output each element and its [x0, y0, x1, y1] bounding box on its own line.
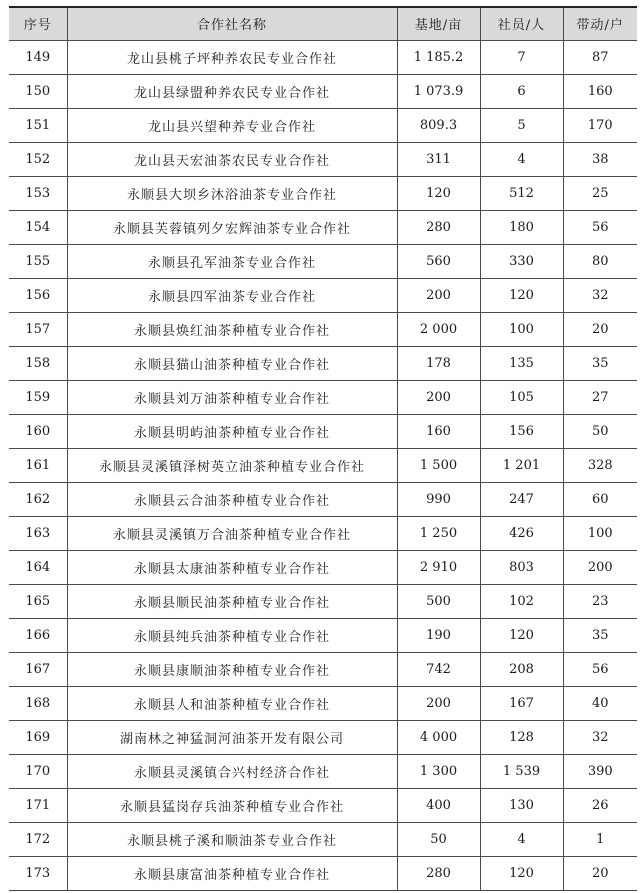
cell-members: 100 [480, 312, 563, 346]
header-members: 社员/人 [480, 7, 563, 40]
cell-households: 32 [563, 278, 637, 312]
cell-index: 151 [9, 108, 67, 142]
cell-cooperative-name: 永顺县云合油茶种植专业合作社 [67, 482, 397, 516]
cell-members: 330 [480, 244, 563, 278]
cell-cooperative-name: 永顺县灵溪镇合兴村经济合作社 [67, 754, 397, 788]
cell-base-area: 280 [397, 210, 480, 244]
cell-members: 167 [480, 686, 563, 720]
cell-households: 25 [563, 176, 637, 210]
cell-base-area: 1 073.9 [397, 74, 480, 108]
cell-members: 247 [480, 482, 563, 516]
cell-households: 40 [563, 686, 637, 720]
cell-index: 155 [9, 244, 67, 278]
table-row [9, 244, 637, 278]
cell-base-area: 1 185.2 [397, 40, 480, 74]
cell-households: 20 [563, 856, 637, 890]
cell-members: 4 [480, 822, 563, 856]
cell-members: 4 [480, 142, 563, 176]
cell-cooperative-name: 永顺县孔军油茶专业合作社 [67, 244, 397, 278]
cooperative-table-container [9, 6, 637, 891]
cell-cooperative-name: 永顺县灵溪镇泽树英立油茶种植专业合作社 [67, 448, 397, 482]
cell-cooperative-name: 湖南林之神猛洞河油茶开发有限公司 [67, 720, 397, 754]
table-row [9, 312, 637, 346]
table-row [9, 686, 637, 720]
cell-members: 7 [480, 40, 563, 74]
cell-cooperative-name: 永顺县猫山油茶种植专业合作社 [67, 346, 397, 380]
table-header-row [9, 7, 637, 40]
cell-members: 156 [480, 414, 563, 448]
cell-households: 160 [563, 74, 637, 108]
cell-index: 162 [9, 482, 67, 516]
cell-base-area: 500 [397, 584, 480, 618]
header-cooperative-name: 合作社名称 [67, 7, 397, 40]
cell-cooperative-name: 永顺县焕红油茶种植专业合作社 [67, 312, 397, 346]
cell-members: 426 [480, 516, 563, 550]
cell-base-area: 400 [397, 788, 480, 822]
cell-index: 160 [9, 414, 67, 448]
table-row [9, 482, 637, 516]
table-row [9, 40, 637, 74]
table-row [9, 652, 637, 686]
cell-index: 173 [9, 856, 67, 890]
cell-members: 208 [480, 652, 563, 686]
cell-members: 120 [480, 618, 563, 652]
cell-cooperative-name: 永顺县灵溪镇万合油茶种植专业合作社 [67, 516, 397, 550]
header-households: 带动/户 [563, 7, 637, 40]
table-row [9, 856, 637, 890]
cell-households: 35 [563, 346, 637, 380]
cell-members: 102 [480, 584, 563, 618]
table-row [9, 142, 637, 176]
cell-base-area: 311 [397, 142, 480, 176]
cell-index: 152 [9, 142, 67, 176]
cell-index: 149 [9, 40, 67, 74]
table-row [9, 618, 637, 652]
cell-base-area: 1 300 [397, 754, 480, 788]
cell-base-area: 120 [397, 176, 480, 210]
cell-cooperative-name: 永顺县明屿油茶种植专业合作社 [67, 414, 397, 448]
cell-base-area: 190 [397, 618, 480, 652]
cell-cooperative-name: 永顺县桃子溪和顺油茶专业合作社 [67, 822, 397, 856]
cell-index: 154 [9, 210, 67, 244]
cell-members: 130 [480, 788, 563, 822]
cell-members: 105 [480, 380, 563, 414]
cell-cooperative-name: 龙山县兴望种养专业合作社 [67, 108, 397, 142]
cell-index: 153 [9, 176, 67, 210]
cell-cooperative-name: 永顺县人和油茶种植专业合作社 [67, 686, 397, 720]
table-row [9, 516, 637, 550]
cell-index: 166 [9, 618, 67, 652]
cell-index: 169 [9, 720, 67, 754]
cell-index: 157 [9, 312, 67, 346]
cell-index: 170 [9, 754, 67, 788]
table-row [9, 210, 637, 244]
cell-base-area: 809.3 [397, 108, 480, 142]
table-row [9, 74, 637, 108]
table-row [9, 822, 637, 856]
cell-index: 167 [9, 652, 67, 686]
table-row [9, 550, 637, 584]
cell-members: 120 [480, 278, 563, 312]
cell-households: 35 [563, 618, 637, 652]
cell-index: 156 [9, 278, 67, 312]
cell-base-area: 1 500 [397, 448, 480, 482]
cell-households: 170 [563, 108, 637, 142]
cell-cooperative-name: 永顺县四军油茶专业合作社 [67, 278, 397, 312]
cell-base-area: 50 [397, 822, 480, 856]
cell-cooperative-name: 永顺县芙蓉镇列夕宏辉油茶专业合作社 [67, 210, 397, 244]
cell-base-area: 2 910 [397, 550, 480, 584]
table-row [9, 448, 637, 482]
cell-index: 158 [9, 346, 67, 380]
cell-households: 328 [563, 448, 637, 482]
cell-households: 87 [563, 40, 637, 74]
cell-households: 20 [563, 312, 637, 346]
cell-households: 23 [563, 584, 637, 618]
cell-households: 60 [563, 482, 637, 516]
cell-households: 26 [563, 788, 637, 822]
cell-index: 163 [9, 516, 67, 550]
cell-members: 180 [480, 210, 563, 244]
cell-households: 200 [563, 550, 637, 584]
table-row [9, 414, 637, 448]
cell-index: 171 [9, 788, 67, 822]
cell-households: 1 [563, 822, 637, 856]
cell-households: 80 [563, 244, 637, 278]
cell-cooperative-name: 永顺县康富油茶种植专业合作社 [67, 856, 397, 890]
cell-base-area: 160 [397, 414, 480, 448]
cell-households: 100 [563, 516, 637, 550]
table-row [9, 278, 637, 312]
cell-members: 512 [480, 176, 563, 210]
cell-base-area: 178 [397, 346, 480, 380]
header-base-area: 基地/亩 [397, 7, 480, 40]
table-row [9, 346, 637, 380]
cell-base-area: 4 000 [397, 720, 480, 754]
cell-base-area: 742 [397, 652, 480, 686]
cooperative-table [9, 6, 637, 891]
cell-cooperative-name: 龙山县绿盟种养农民专业合作社 [67, 74, 397, 108]
cell-index: 172 [9, 822, 67, 856]
cell-members: 1 201 [480, 448, 563, 482]
cell-households: 32 [563, 720, 637, 754]
cell-base-area: 200 [397, 686, 480, 720]
table-row [9, 720, 637, 754]
cell-base-area: 2 000 [397, 312, 480, 346]
cell-cooperative-name: 永顺县大坝乡沐浴油茶专业合作社 [67, 176, 397, 210]
cell-index: 164 [9, 550, 67, 584]
cell-members: 135 [480, 346, 563, 380]
table-row [9, 584, 637, 618]
cell-base-area: 200 [397, 278, 480, 312]
cell-members: 803 [480, 550, 563, 584]
table-row [9, 108, 637, 142]
cell-cooperative-name: 永顺县顺民油茶种植专业合作社 [67, 584, 397, 618]
header-index: 序号 [9, 7, 67, 40]
cell-cooperative-name: 永顺县康顺油茶种植专业合作社 [67, 652, 397, 686]
cell-index: 150 [9, 74, 67, 108]
cell-cooperative-name: 永顺县刘万油茶种植专业合作社 [67, 380, 397, 414]
table-row [9, 176, 637, 210]
cell-base-area: 560 [397, 244, 480, 278]
table-row [9, 754, 637, 788]
cell-cooperative-name: 龙山县天宏油茶农民专业合作社 [67, 142, 397, 176]
cell-households: 38 [563, 142, 637, 176]
table-body [9, 40, 637, 890]
cell-households: 56 [563, 210, 637, 244]
table-row [9, 380, 637, 414]
cell-base-area: 280 [397, 856, 480, 890]
cell-base-area: 990 [397, 482, 480, 516]
cell-index: 168 [9, 686, 67, 720]
cell-households: 390 [563, 754, 637, 788]
cell-households: 50 [563, 414, 637, 448]
cell-index: 165 [9, 584, 67, 618]
cell-members: 6 [480, 74, 563, 108]
cell-members: 120 [480, 856, 563, 890]
cell-base-area: 200 [397, 380, 480, 414]
cell-members: 1 539 [480, 754, 563, 788]
cell-index: 161 [9, 448, 67, 482]
cell-members: 128 [480, 720, 563, 754]
cell-cooperative-name: 永顺县纯兵油茶种植专业合作社 [67, 618, 397, 652]
cell-members: 5 [480, 108, 563, 142]
cell-base-area: 1 250 [397, 516, 480, 550]
cell-cooperative-name: 永顺县猛岗存兵油茶种植专业合作社 [67, 788, 397, 822]
cell-cooperative-name: 永顺县太康油茶种植专业合作社 [67, 550, 397, 584]
cell-households: 56 [563, 652, 637, 686]
table-row [9, 788, 637, 822]
cell-cooperative-name: 龙山县桃子坪种养农民专业合作社 [67, 40, 397, 74]
cell-households: 27 [563, 380, 637, 414]
cell-index: 159 [9, 380, 67, 414]
